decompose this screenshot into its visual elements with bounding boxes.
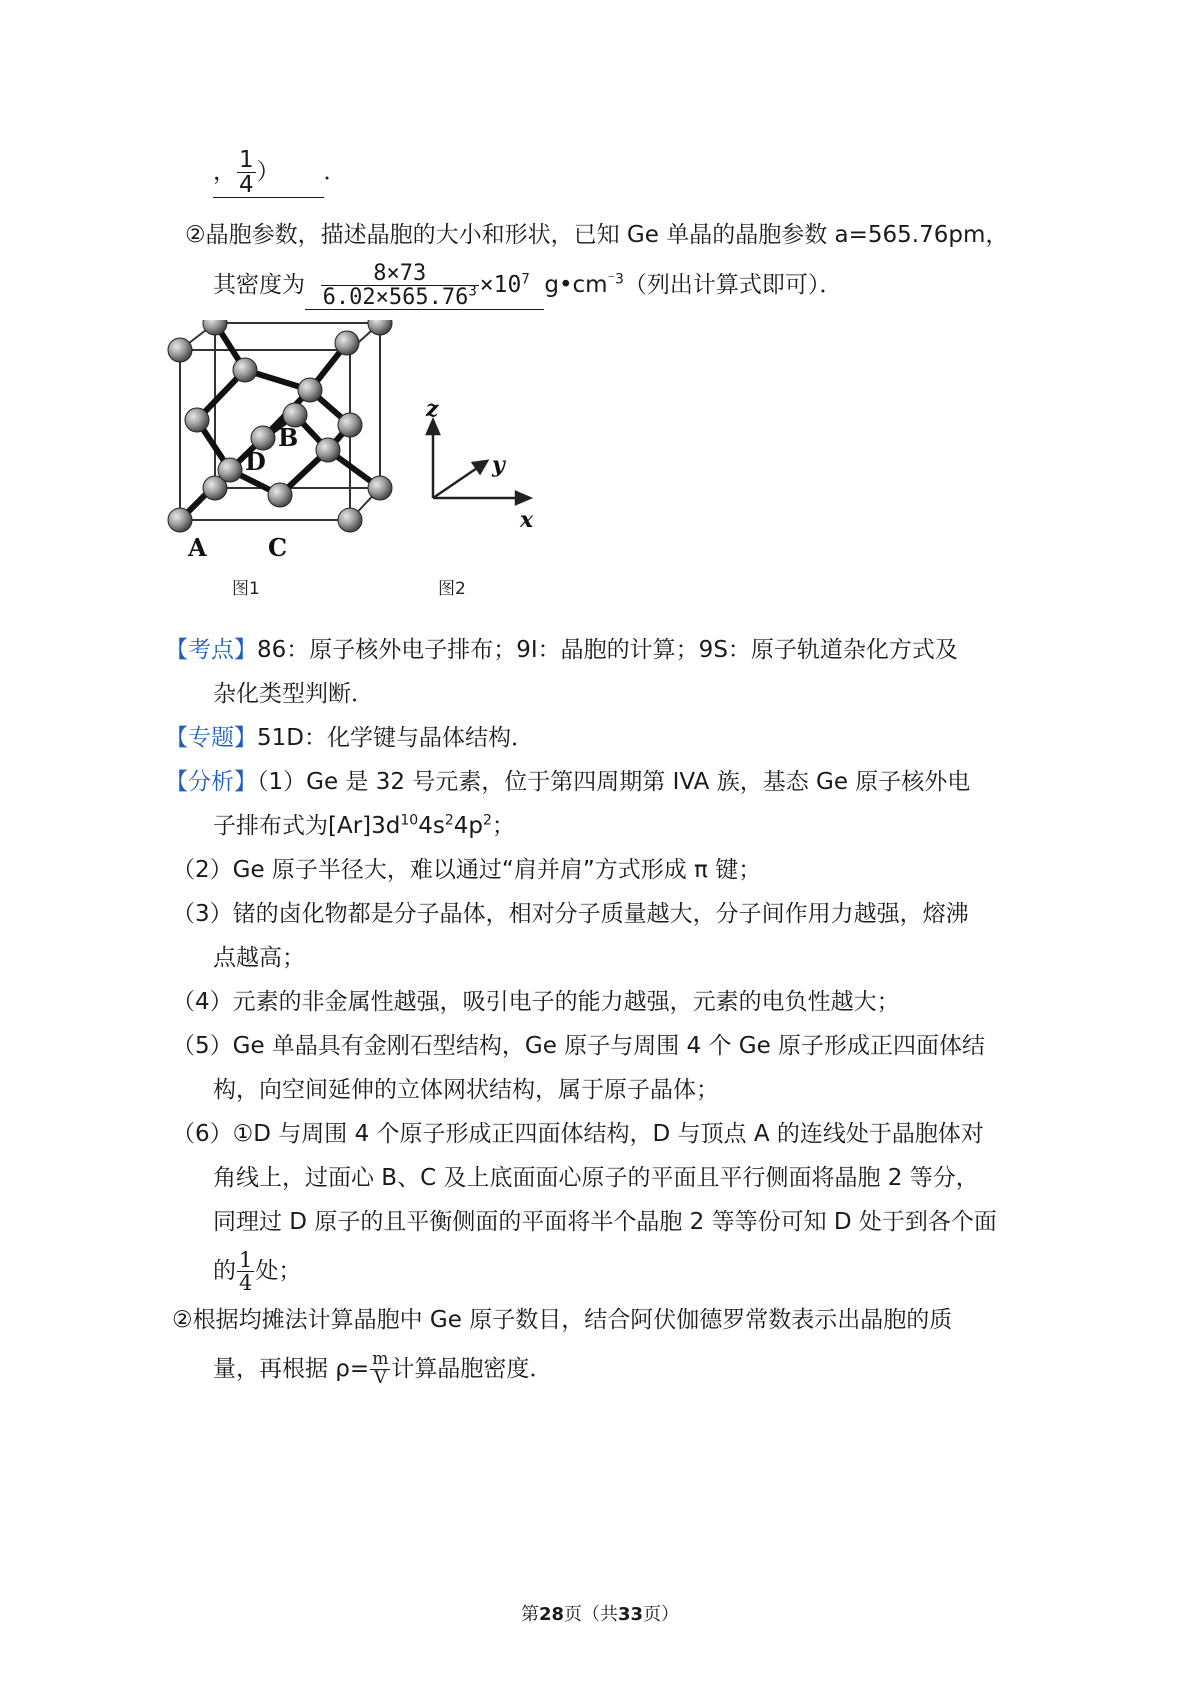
- density-times-exponent: 7: [521, 271, 530, 288]
- footer-page-number: 28: [538, 1604, 564, 1625]
- density-unit-exponent: ⁻3: [607, 271, 624, 288]
- atom: [316, 438, 340, 462]
- axes-diagram: [427, 420, 530, 504]
- atom: [338, 508, 362, 532]
- fenxi-p5-line-2: 构，向空间延伸的立体网状结构，属于原子晶体；: [213, 1077, 719, 1103]
- kaodian-tag: 【考点】: [165, 637, 257, 663]
- fenxi-p6-line-1: （6）①D 与周围 4 个原子形成正四面体结构，D 与顶点 A 的连线处于晶胞体对: [172, 1121, 984, 1147]
- label-C: C: [268, 533, 288, 562]
- electron-config-mid-2: 4p: [453, 813, 483, 839]
- density-numerator: 8×73: [321, 262, 479, 286]
- y-arrow: [473, 461, 487, 473]
- page-footer: [0, 1600, 1200, 1626]
- fenxi-p7-line-1: ②根据均摊法计算晶胞中 Ge 原子数目，结合阿伏伽德罗常数表示出晶胞的质: [172, 1307, 953, 1333]
- p6-fraction: [237, 1249, 254, 1294]
- question-2-line-2: [213, 262, 842, 310]
- atom: [335, 331, 359, 355]
- p6-line4-pre: 的: [213, 1258, 236, 1285]
- electron-config-mid-1: 4s: [418, 813, 445, 839]
- question-2-line-1: ②晶胞参数，描述晶胞的大小和形状，已知 Ge 单晶的晶胞参数 a=565.76pm，: [185, 222, 1009, 248]
- p6-fraction-denominator: 4: [239, 1271, 253, 1296]
- density-formula-denominator: V: [374, 1367, 387, 1388]
- fenxi-p1-text: （1）Ge 是 32 号元素，位于第四周期第 IVA 族，基态 Ge 原子核外电: [257, 769, 971, 795]
- electron-config-sup-1: 10: [400, 812, 419, 829]
- fenxi-p5-line-1: （5）Ge 单晶具有金刚石型结构，Ge 原子与周围 4 个 Ge 原子形成正四面体结: [172, 1033, 986, 1059]
- answer-fraction: [237, 148, 256, 197]
- density-denominator-text: 6.02×565.76: [322, 285, 469, 311]
- electron-config-end: ；: [491, 813, 515, 839]
- footer-total-pages: 33: [618, 1604, 644, 1625]
- answer-post: ）: [256, 159, 280, 186]
- label-x: x: [520, 507, 534, 533]
- fenxi-p6-line-2: 角线上，过面心 B、C 及上底面面心原子的平面且平行侧面将晶胞 2 等分，: [213, 1165, 979, 1191]
- zhuanti-text: 51D：化学键与晶体结构．: [257, 725, 534, 751]
- electron-config-sup-3: 2: [482, 812, 492, 829]
- footer-pre: 第: [520, 1604, 539, 1625]
- q2-line2-post: （列出计算式即可）．: [623, 272, 843, 299]
- kaodian-line-2: 杂化类型判断．: [213, 681, 374, 707]
- electron-config-sup-2: 2: [444, 812, 454, 829]
- zhuanti-tag: 【专题】: [165, 725, 257, 751]
- density-times: ×10: [479, 272, 522, 299]
- atom: [368, 320, 392, 335]
- electron-config-pre: 子排布式为[Ar]3d: [213, 813, 401, 839]
- fraction-numerator: 1: [239, 147, 254, 173]
- density-fraction: [321, 262, 479, 309]
- density-denominator-exponent: 3: [468, 283, 477, 300]
- zhuanti-line: [165, 721, 534, 755]
- atom: [218, 458, 242, 482]
- fenxi-p7-line-2: [213, 1351, 552, 1388]
- fraction-denominator: 4: [239, 172, 254, 199]
- p7-line2-post: 计算晶胞密度．: [391, 1355, 553, 1382]
- kaodian-text: 86：原子核外电子排布；9I：晶胞的计算；9S：原子轨道杂化方式及: [257, 637, 958, 663]
- footer-mid: 页（共: [564, 1604, 618, 1625]
- atom: [368, 476, 392, 500]
- p6-fraction-numerator: 1: [239, 1248, 253, 1272]
- kaodian-line-1: [165, 633, 958, 667]
- x-arrow: [516, 492, 530, 504]
- fenxi-p2: （2）Ge 原子半径大，难以通过“肩并肩”方式形成 π 键；: [172, 857, 762, 883]
- density-formula-numerator: m: [372, 1349, 389, 1369]
- answer-pre: ，: [213, 159, 236, 186]
- density-formula-fraction: [370, 1351, 390, 1388]
- atom: [268, 483, 292, 507]
- fenxi-p4: （4）元素的非金属性越强，吸引电子的能力越强，元素的电负性越大；: [172, 989, 900, 1015]
- footer-post: 页）: [643, 1604, 680, 1625]
- label-z: z: [426, 396, 439, 422]
- figure-1-caption: 图1: [232, 579, 260, 599]
- fenxi-p3-line-1: （3）锗的卤化物都是分子晶体，相对分子质量越大，分子间作用力越强，熔沸: [172, 901, 969, 927]
- atom: [185, 408, 209, 432]
- fenxi-line-1: [165, 765, 970, 799]
- atom: [338, 413, 362, 437]
- fenxi-p1-line-2: [213, 809, 515, 843]
- z-arrow: [427, 420, 439, 434]
- answer-underline: [213, 148, 324, 198]
- density-denominator: [321, 283, 479, 311]
- fenxi-tag: 【分析】: [165, 769, 257, 795]
- label-D: D: [245, 447, 266, 476]
- label-y: y: [492, 452, 505, 478]
- label-A: A: [188, 533, 207, 562]
- answer-end: ．: [323, 159, 347, 186]
- crystal-figures: [160, 320, 620, 610]
- answer-fragment-line: [213, 148, 347, 198]
- density-answer: [305, 262, 544, 310]
- q2-line2-pre: 其密度为: [213, 272, 305, 299]
- atom: [233, 358, 257, 382]
- p7-line2-pre: 量，再根据 ρ=: [213, 1355, 370, 1382]
- y-axis: [433, 466, 480, 498]
- density-unit: g•cm: [544, 272, 608, 299]
- atom: [298, 378, 322, 402]
- figure-2-caption: 图2: [438, 579, 466, 599]
- label-B: B: [278, 423, 299, 452]
- fenxi-p6-line-3: 同理过 D 原子的且平衡侧面的平面将半个晶胞 2 等等份可知 D 处于到各个面: [213, 1209, 997, 1235]
- fenxi-p3-line-2: 点越高；: [213, 945, 305, 971]
- fenxi-p6-line-4: [213, 1249, 301, 1294]
- atom: [168, 508, 192, 532]
- atom: [168, 338, 192, 362]
- p6-line4-post: 处；: [255, 1258, 302, 1285]
